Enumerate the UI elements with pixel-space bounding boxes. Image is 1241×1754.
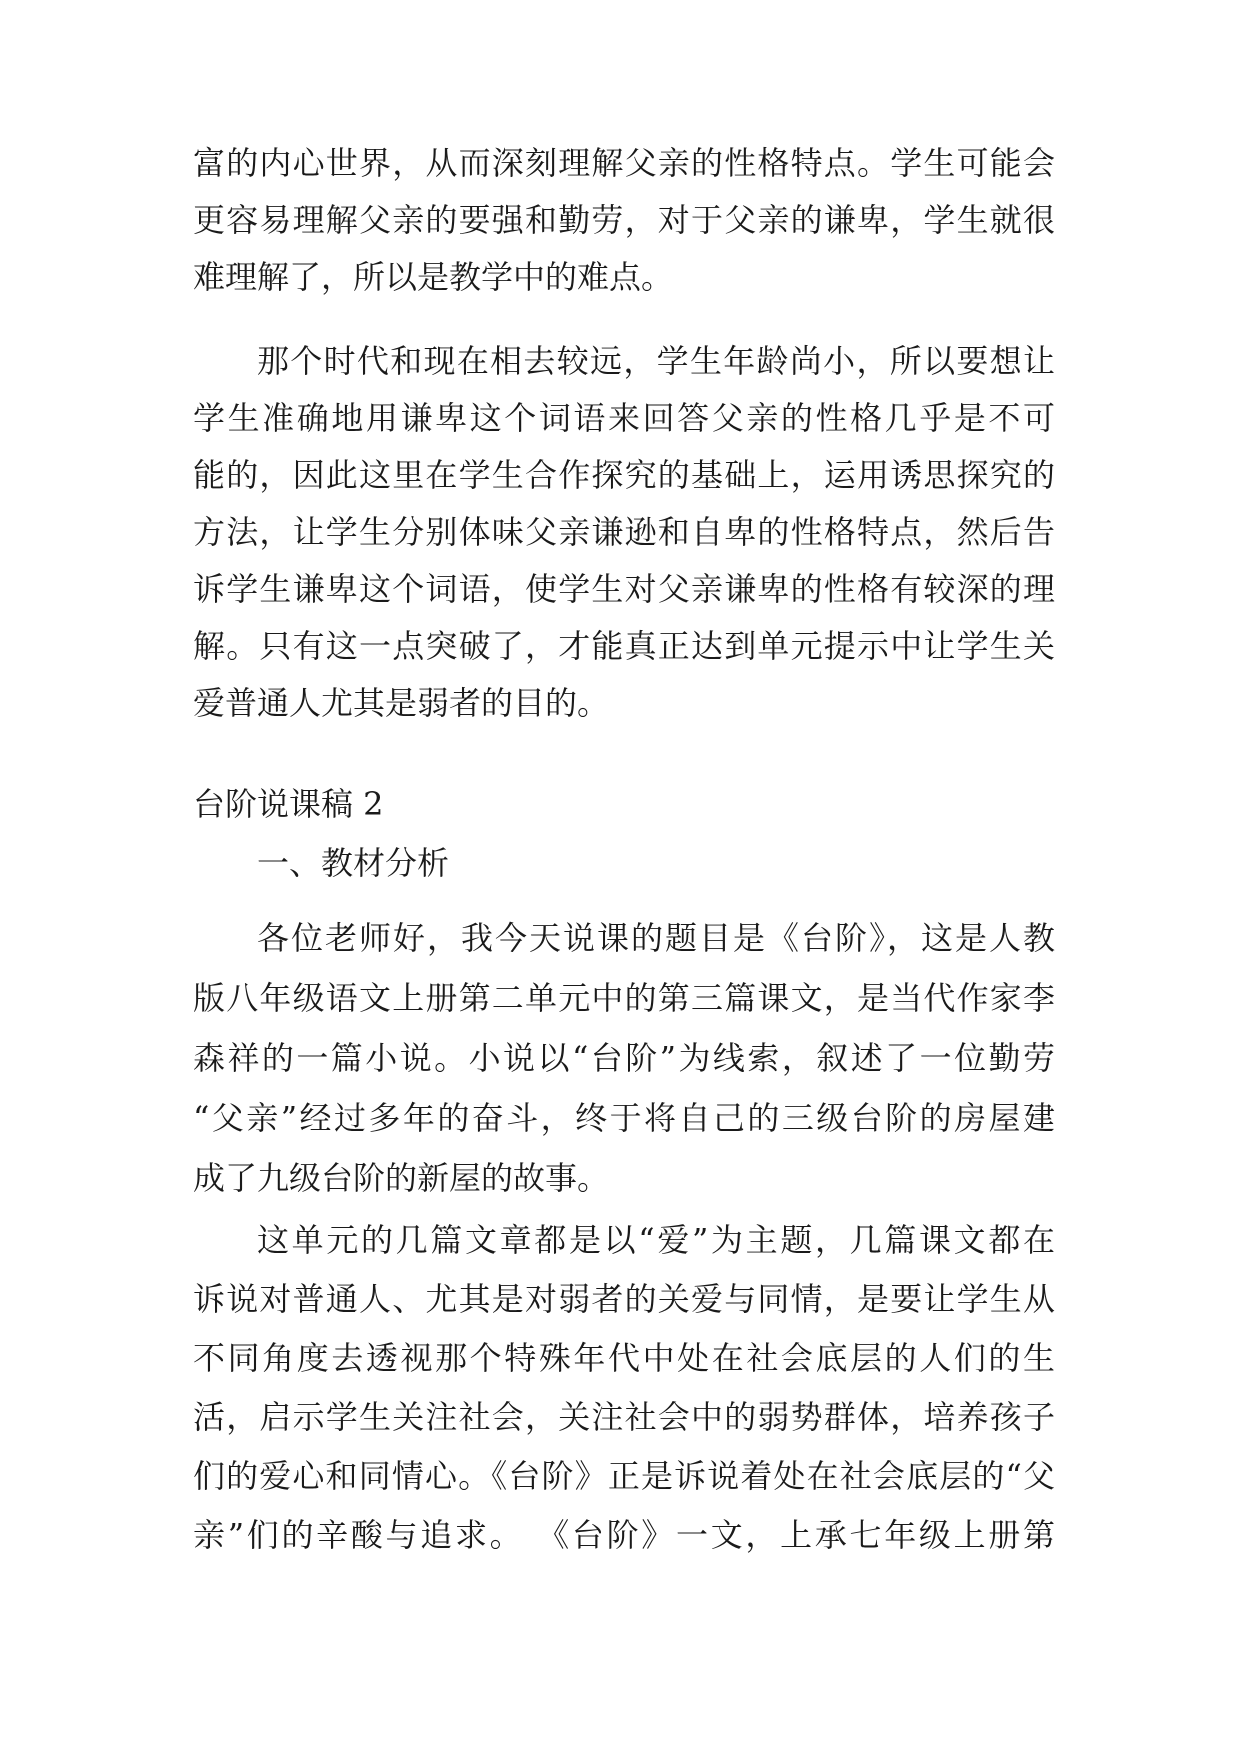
text-line: 亲”们的辛酸与追求。 《台阶》一文，上承七年级上册第 — [193, 1516, 1055, 1554]
text-line: 版八年级语文上册第二单元中的第三篇课文，是当代作家李 — [193, 979, 1055, 1017]
text-line: 方法，让学生分别体味父亲谦逊和自卑的性格特点，然后告 — [193, 513, 1055, 551]
text-line: 难理解了，所以是教学中的难点。 — [193, 258, 674, 296]
text-line: 诉学生谦卑这个词语，使学生对父亲谦卑的性格有较深的理 — [193, 570, 1055, 608]
text-line: 诉说对普通人、尤其是对弱者的关爱与同情，是要让学生从 — [193, 1280, 1055, 1318]
text-line: 富的内心世界，从而深刻理解父亲的性格特点。学生可能会 — [193, 144, 1055, 182]
text-line: 活，启示学生关注社会，关注社会中的弱势群体，培养孩子 — [193, 1398, 1055, 1436]
text-line: 不同角度去透视那个特殊年代中处在社会底层的人们的生 — [193, 1339, 1055, 1377]
text-line: “父亲”经过多年的奋斗，终于将自己的三级台阶的房屋建 — [193, 1099, 1055, 1137]
text-line: 们的爱心和同情心。《台阶》正是诉说着处在社会底层的“父 — [193, 1457, 1055, 1495]
text-line: 各位老师好，我今天说课的题目是《台阶》，这是人教 — [257, 919, 1055, 957]
text-line: 爱普通人尤其是弱者的目的。 — [193, 684, 610, 722]
text-line: 解。只有这一点突破了，才能真正达到单元提示中让学生关 — [193, 627, 1055, 665]
text-line: 这单元的几篇文章都是以“爱”为主题，几篇课文都在 — [257, 1221, 1055, 1259]
section-title: 台阶说课稿 2 — [193, 785, 384, 823]
subsection-title: 一、教材分析 — [257, 844, 450, 882]
text-line: 学生准确地用谦卑这个词语来回答父亲的性格几乎是不可 — [193, 399, 1055, 437]
text-line: 更容易理解父亲的要强和勤劳，对于父亲的谦卑，学生就很 — [193, 201, 1055, 239]
text-line: 那个时代和现在相去较远，学生年龄尚小，所以要想让 — [257, 342, 1055, 380]
text-line: 能的，因此这里在学生合作探究的基础上，运用诱思探究的 — [193, 456, 1055, 494]
text-line: 成了九级台阶的新屋的故事。 — [193, 1159, 610, 1197]
text-line: 森祥的一篇小说。小说以“台阶”为线索，叙述了一位勤劳 — [193, 1039, 1055, 1077]
